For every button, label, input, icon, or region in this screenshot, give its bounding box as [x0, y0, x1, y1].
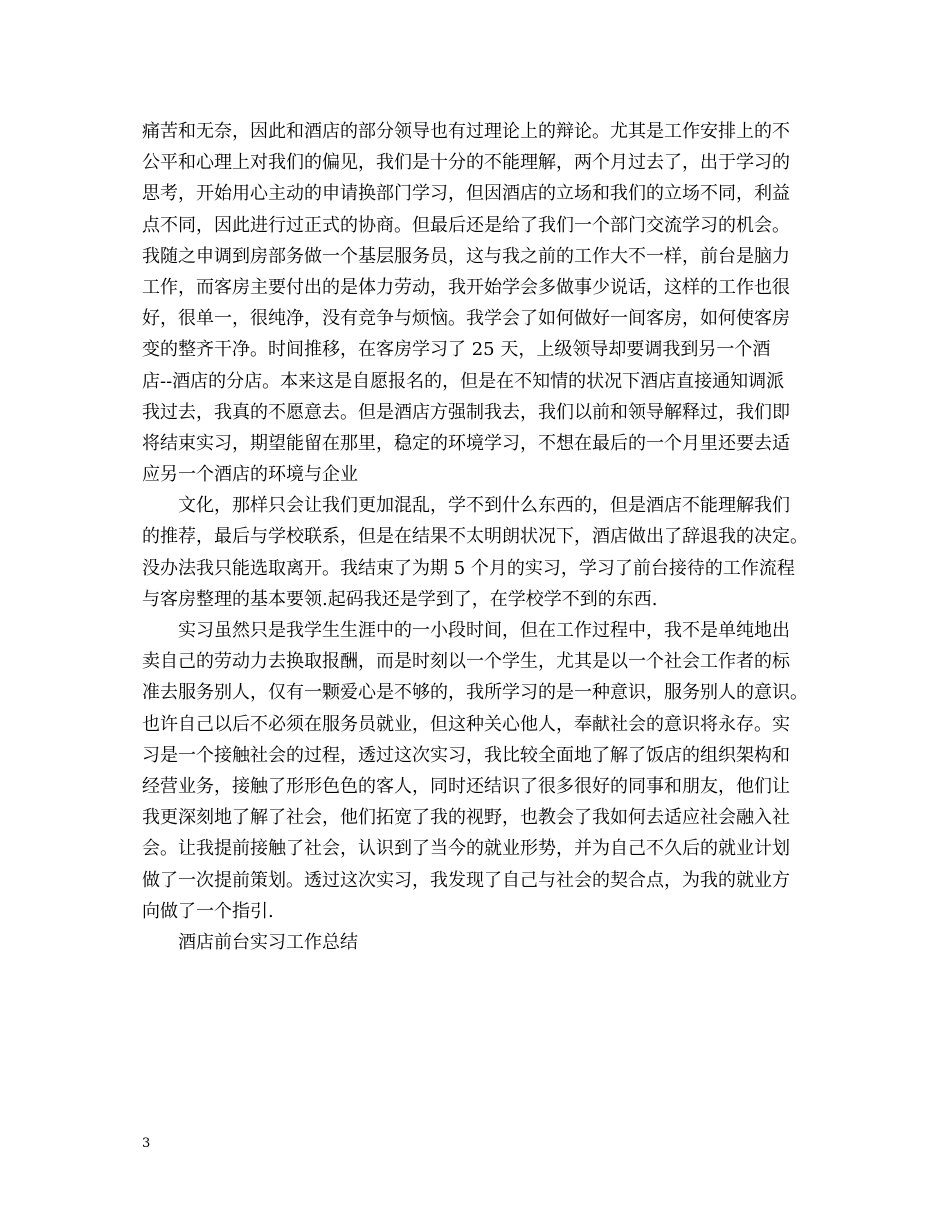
- text-line: 习是一个接触社会的过程，透过这次实习，我比较全面地了解了饭店的组织架构和: [142, 744, 790, 766]
- text-line: 文化，那样只会让我们更加混乱，学不到什么东西的，但是酒店不能理解我们: [178, 495, 790, 517]
- text-line: 店--酒店的分店。本来这是自愿报名的，但是在不知情的状况下酒店直接通知调派: [142, 370, 785, 392]
- text-line: 点不同，因此进行过正式的协商。但最后还是给了我们一个部门交流学习的机会。: [142, 214, 790, 236]
- page-number: 3: [142, 1136, 151, 1151]
- text-line: 卖自己的劳动力去换取报酬，而是时刻以一个学生，尤其是以一个社会工作者的标: [142, 651, 790, 673]
- text-line: 会。让我提前接触了社会，认识到了当今的就业形势，并为自己不久后的就业计划: [142, 838, 790, 860]
- text-line: 向做了一个指引.: [142, 900, 274, 922]
- text-line: 将结束实习，期望能留在那里，稳定的环境学习，不想在最后的一个月里还要去适: [142, 432, 790, 454]
- text-line: 好，很单一，很纯净，没有竞争与烦恼。我学会了如何做好一间客房，如何使客房: [142, 308, 790, 330]
- text-line: 我过去，我真的不愿意去。但是酒店方强制我去，我们以前和领导解释过，我们即: [142, 401, 790, 423]
- text-line: 变的整齐干净。时间推移，在客房学习了 25 天，上级领导却要调我到另一个酒: [142, 339, 771, 361]
- text-line: 公平和心理上对我们的偏见，我们是十分的不能理解，两个月过去了，出于学习的: [142, 152, 790, 174]
- text-line: 与客房整理的基本要领.起码我还是学到了，在学校学不到的东西.: [142, 588, 658, 610]
- text-line: 经营业务，接触了形形色色的客人，同时还结识了很多很好的同事和朋友，他们让: [142, 775, 790, 797]
- body-text: [142, 116, 822, 958]
- text-line: 我更深刻地了解了社会，他们拓宽了我的视野，也教会了我如何去适应社会融入社: [142, 807, 790, 829]
- text-line: 思考，开始用心主动的申请换部门学习，但因酒店的立场和我们的立场不同，利益: [142, 183, 790, 205]
- text-line: 也许自己以后不必须在服务员就业，但这种关心他人，奉献社会的意识将永存。实: [142, 713, 790, 735]
- text-line: 我随之申调到房部务做一个基层服务员，这与我之前的工作大不一样，前台是脑力: [142, 245, 790, 267]
- text-line: 应另一个酒店的环境与企业: [142, 464, 358, 486]
- text-line: 准去服务别人，仅有一颗爱心是不够的，我所学习的是一种意识，服务别人的意识。: [142, 682, 808, 704]
- section-heading: 酒店前台实习工作总结: [178, 931, 358, 953]
- text-line: 没办法我只能选取离开。我结束了为期 5 个月的实习，学习了前台接待的工作流程: [142, 557, 795, 579]
- text-line: 工作，而客房主要付出的是体力劳动，我开始学会多做事少说话，这样的工作也很: [142, 276, 790, 298]
- text-line: 的推荐，最后与学校联系，但是在结果不太明朗状况下，酒店做出了辞退我的决定。: [142, 526, 808, 548]
- text-line: 做了一次提前策划。透过这次实习，我发现了自己与社会的契合点，为我的就业方: [142, 869, 790, 891]
- text-line: 实习虽然只是我学生生涯中的一小段时间，但在工作过程中，我不是单纯地出: [178, 620, 790, 641]
- text-line: 痛苦和无奈，因此和酒店的部分领导也有过理论上的辩论。尤其是工作安排上的不: [142, 121, 790, 142]
